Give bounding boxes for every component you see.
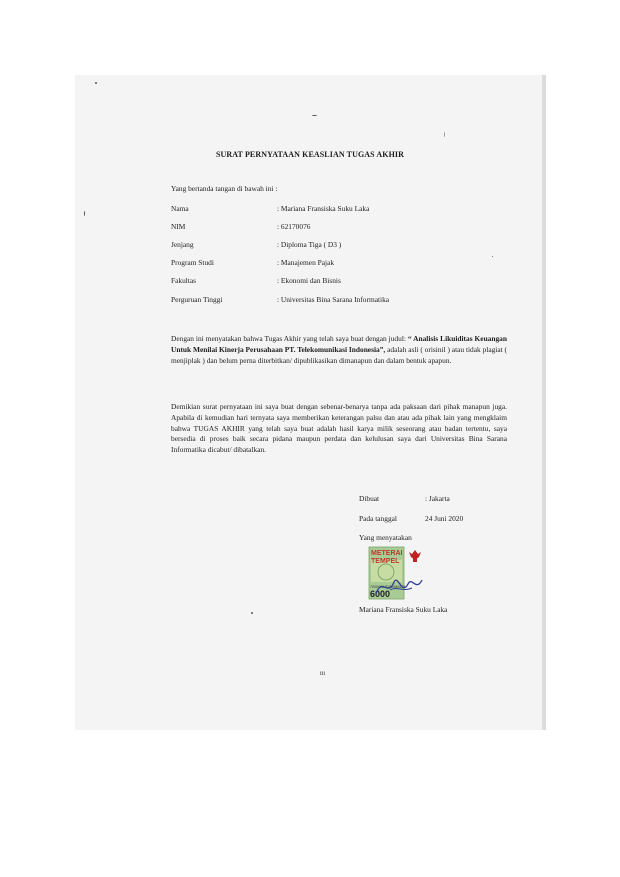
field-label-nim: NIM [171, 222, 186, 231]
field-label-nama: Nama [171, 204, 189, 213]
revenue-stamp-with-signature [368, 546, 426, 600]
field-label-jenjang: Jenjang [171, 240, 194, 249]
date-value: 24 Juni 2020 [425, 514, 464, 523]
declaration-paragraph: Demikian surat pernyataan ini saya buat dengan sebenar-benarya tanpa ada paksaan dari pihak manapun juga. Apabila di kemudian hari ternyata saya memberikan keterangan palsu dan atau ada pihak lain yang mengklaim bahwa TUGAS AKHIR yang telah saya buat adalah hasil karya milik seseorang atau badan tertentu, saya bersedia di proses baik secara pidana maupun perdata dan kelulusan saya dari Universitas Bina Sarana Informatika dicabut/ dibatalkan. [171, 402, 507, 455]
made-label: Dibuat [359, 494, 380, 503]
stating-text: Yang menyatakan [359, 533, 412, 542]
scan-speck [444, 132, 445, 137]
garuda-icon [409, 550, 421, 562]
field-label-program-studi: Program Studi [171, 258, 214, 267]
field-value-nama: : Mariana Fransiska Suku Laka [277, 204, 370, 213]
field-label-fakultas: Fakultas [171, 276, 197, 285]
made-value: : Jakarta [425, 494, 450, 503]
stamp-amount: 6000 [370, 589, 391, 599]
field-value-fakultas: : Ekonomi dan Bisnis [277, 276, 341, 285]
document-page [75, 75, 545, 730]
field-value-nim: : 62170076 [277, 222, 311, 231]
stamp-text-line2: TEMPEL [371, 558, 400, 565]
field-value-program-studi: : Manajemen Pajak [277, 258, 335, 267]
scan-speck [84, 211, 85, 216]
statement-trail: adalah asli ( orisinil ) atau tidak plagiat ( menjiplak ) dan belum perna diterbitkan/ dipublikasikan dimanapun dan dalam bentuk apapun. [171, 344, 508, 365]
signer-name: Mariana Fransiska Suku Laka [359, 605, 448, 614]
stamp-serial: 7000CAHF455560121 [370, 585, 406, 589]
scan-speck [312, 115, 317, 116]
statement-lead: Dengan ini menyatakan bahwa Tugas Akhir yang telah saya buat dengan judul: [171, 334, 408, 343]
field-value-perguruan-tinggi: : Universitas Bina Sarana Informatika [277, 295, 390, 304]
stamp-text-line1: METERAI [371, 550, 403, 557]
document-title: SURAT PERNYATAAN KEASLIAN TUGAS AKHIR [215, 150, 405, 159]
thesis-title: “ Analisis Likuiditas Keuangan Untuk Menilai Kinerja Perusahaan PT. Telekomunikasi Indonesia”, [171, 334, 507, 354]
date-label: Pada tanggal [359, 514, 397, 523]
field-label-perguruan-tinggi: Perguruan Tinggi [171, 295, 223, 304]
scan-speck [251, 612, 253, 614]
scan-speck [492, 256, 493, 257]
field-value-jenjang: : Diploma Tiga ( D3 ) [277, 240, 342, 249]
statement-paragraph [171, 334, 507, 366]
page-number: iii [320, 671, 326, 677]
scan-speck [95, 82, 97, 84]
intro-text: Yang bertanda tangan di bawah ini : [171, 184, 278, 193]
stamp-graphic [368, 546, 426, 600]
